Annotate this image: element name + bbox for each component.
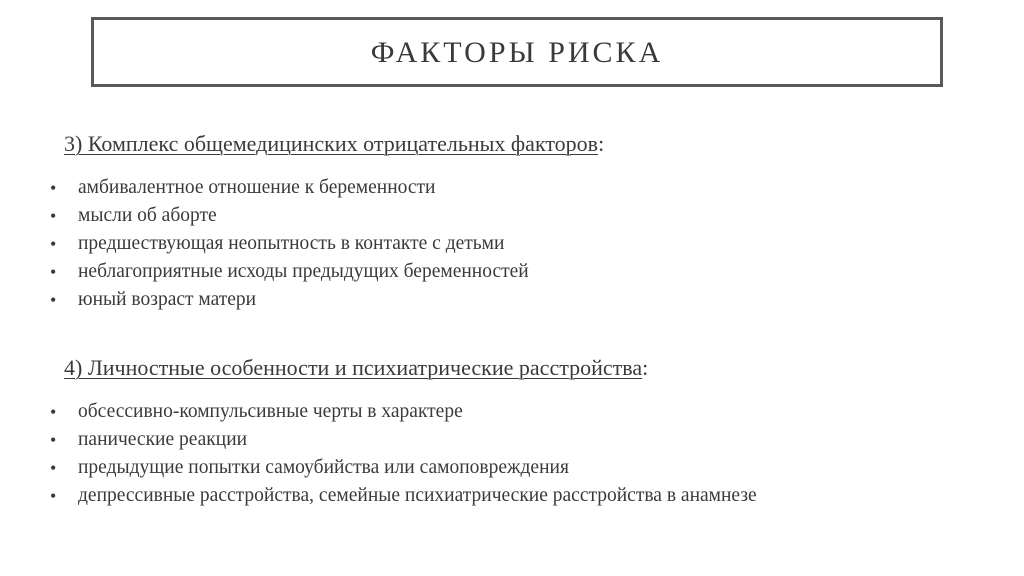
list-item-text: неблагоприятные исходы предыдущих беременностей <box>78 261 529 282</box>
bullet-icon: • <box>50 206 57 226</box>
section-heading-text: 4) Личностные особенности и психиатрические расстройства <box>64 355 643 380</box>
slide-title-box <box>91 17 943 87</box>
list-item-text: мысли об аборте <box>78 205 217 226</box>
list-item-text: юный возраст матери <box>78 289 257 310</box>
slide-title: ФАКТОРЫ РИСКА <box>370 36 664 69</box>
list-item-text: предшествующая неопытность в контакте с детьми <box>78 233 505 254</box>
bullet-icon: • <box>50 486 57 506</box>
bullet-icon: • <box>50 290 57 310</box>
section-heading <box>64 130 604 158</box>
bullet-icon: • <box>50 402 57 422</box>
section-heading <box>64 354 648 382</box>
list-item-text: обсессивно-компульсивные черты в характере <box>78 401 463 422</box>
section-heading-colon: : <box>642 355 649 380</box>
section-heading-colon: : <box>598 131 605 156</box>
bullet-icon: • <box>50 262 57 282</box>
list-item-text: депрессивные расстройства, семейные психиатрические расстройства в анамнезе <box>78 485 757 506</box>
section-heading-text: 3) Комплекс общемедицинских отрицательных факторов <box>64 131 599 156</box>
bullet-icon: • <box>50 458 57 478</box>
bullet-icon: • <box>50 234 57 254</box>
bullet-icon: • <box>50 430 57 450</box>
list-item-text: панические реакции <box>78 429 248 450</box>
bullet-icon: • <box>50 178 57 198</box>
list-item-text: амбивалентное отношение к беременности <box>78 177 436 198</box>
list-item-text: предыдущие попытки самоубийства или самоповреждения <box>78 457 569 478</box>
